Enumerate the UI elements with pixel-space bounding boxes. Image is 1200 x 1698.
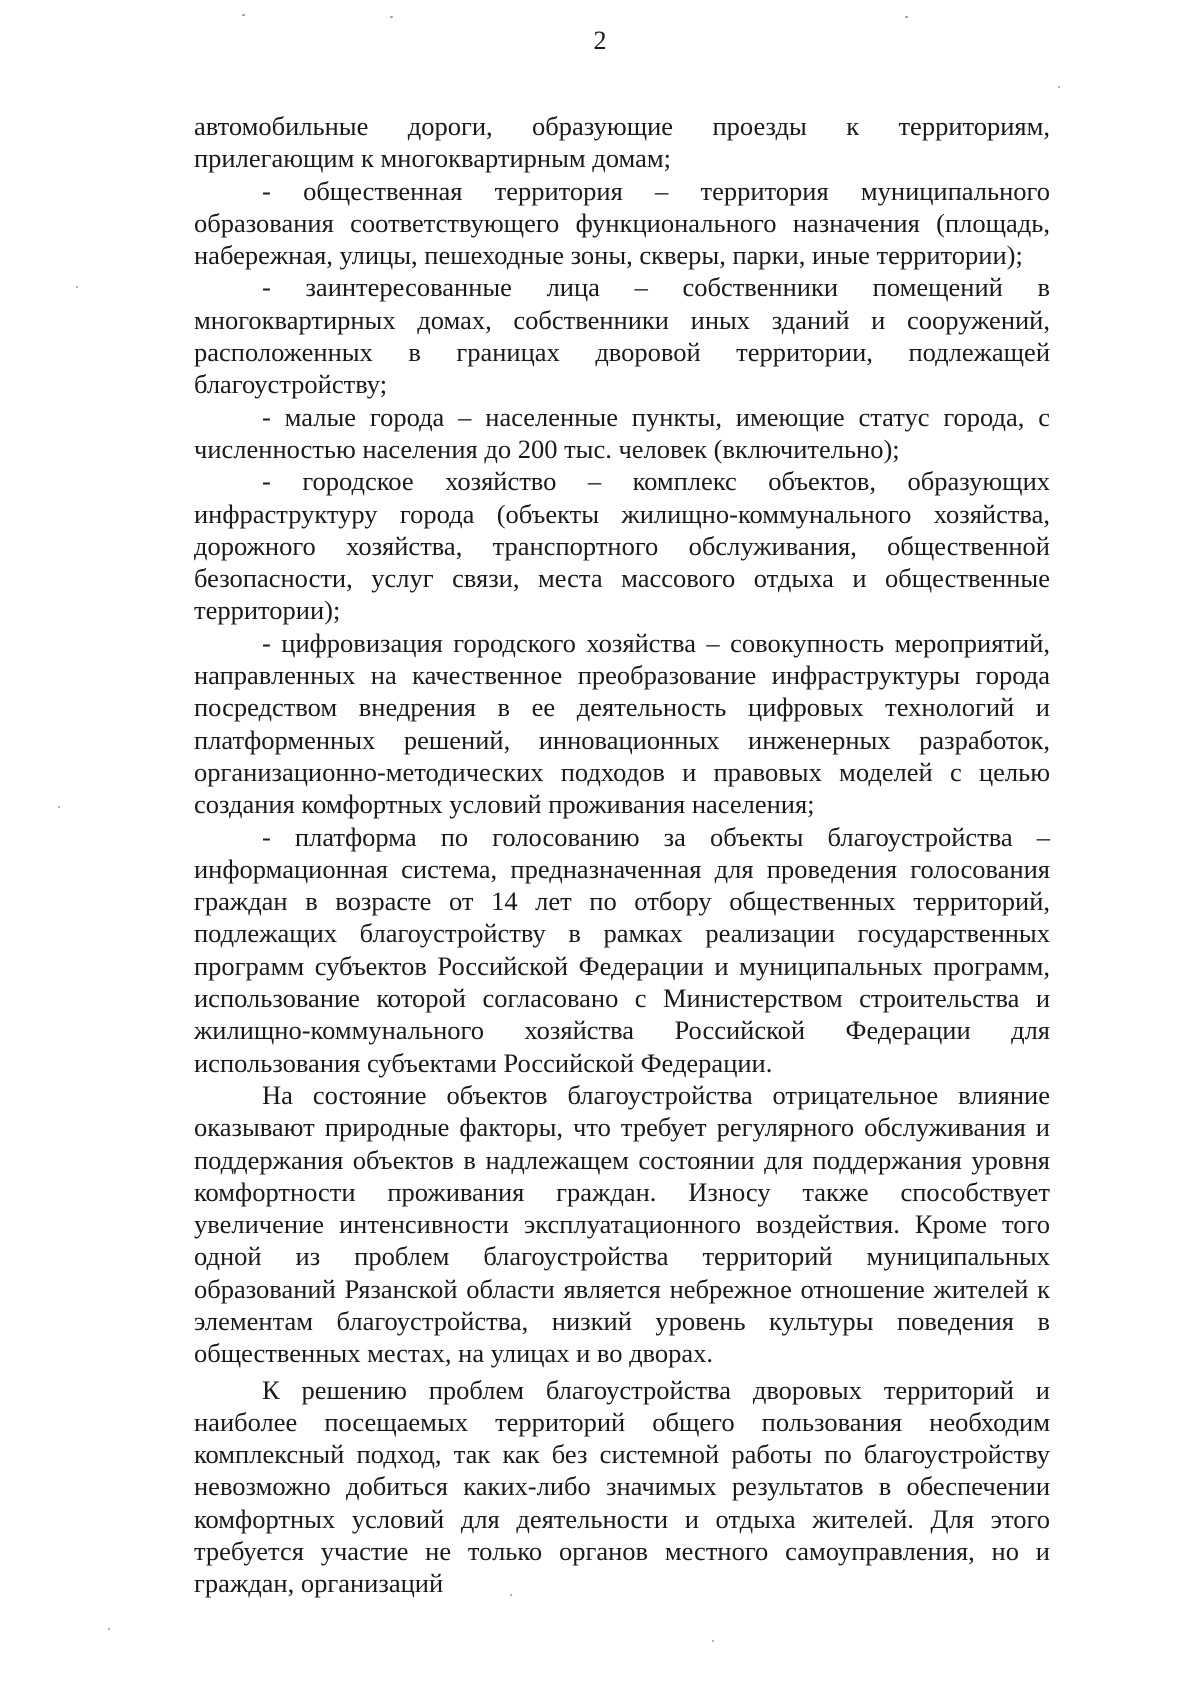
- paragraph-continuation: автомобильные дороги, образующие проезды к территориям, прилегающим к многоквартирным домам;: [194, 111, 1050, 174]
- scan-speck: [76, 286, 78, 288]
- definition-small-towns: - малые города – населенные пункты, имеющие статус города, с численностью населения до 200 тыс. человек (включительно);: [194, 401, 1050, 464]
- scan-speck: [242, 14, 245, 16]
- scan-speck: [58, 806, 60, 808]
- scan-speck: [905, 16, 908, 18]
- scan-speck: [712, 1640, 714, 1642]
- page-number: 2: [593, 26, 607, 55]
- paragraph-natural-factors: На состояние объектов благоустройства отрицательное влияние оказывают природные факторы, что требует регулярного обслуживания и поддержания объектов в надлежащем состоянии для поддержания уровня комфортности проживания граждан. Износу также способствует увеличение интенсивности эксплуатационного воздействия. Кроме того одной из проблем благоустройства территорий муниципальных образований Рязанской области является небрежное отношение жителей к элементам благоустройства, низкий уровень культуры поведения в общественных местах, на улицах и во дворах.: [194, 1079, 1050, 1369]
- definition-voting-platform: - платформа по голосованию за объекты благоустройства – информационная система, предназначенная для проведения голосования граждан в возрасте от 14 лет по отбору общественных территорий, подлежащих благоустройству в рамках реализации государственных программ субъектов Российской Федерации и муниципальных программ, использование которой согласовано с Министерством строительства и жилищно-коммунального хозяйства Российской Федерации для использования субъектами Российской Федерации.: [194, 821, 1050, 1078]
- definition-urban-economy: - городское хозяйство – комплекс объектов, образующих инфраструктуру города (объекты жилищно-коммунального хозяйства, дорожного хозяйства, транспортного обслуживания, общественной безопасности, услуг связи, места массового отдыха и общественные территории);: [194, 466, 1050, 626]
- scan-speck: [390, 16, 393, 18]
- document-body: [194, 110, 1050, 1600]
- scan-speck: [108, 1628, 110, 1630]
- scan-speck: [1058, 86, 1060, 88]
- scan-speck: [510, 1594, 512, 1596]
- paragraph-integrated-approach: К решению проблем благоустройства дворовых территорий и наиболее посещаемых территорий общего пользования необходим комплексный подход, так как без системной работы по благоустройству невозможно добиться каких-либо значимых результатов в обеспечении комфортных условий для деятельности и отдыха жителей. Для этого требуется участие не только органов местного самоуправления, но и граждан, организаций: [194, 1374, 1050, 1599]
- definition-digitalization: - цифровизация городского хозяйства – совокупность мероприятий, направленных на качественное преобразование инфраструктуры города посредством внедрения в ее деятельность цифровых технологий и платформенных решений, инновационных инженерных разработок, организационно-методических подходов и правовых моделей с целью создания комфортных условий проживания населения;: [194, 627, 1050, 820]
- definition-interested-persons: - заинтересованные лица – собственники помещений в многоквартирных домах, собственники иных зданий и сооружений, расположенных в границах дворовой территории, подлежащей благоустройству;: [194, 272, 1050, 400]
- definition-public-territory: - общественная территория – территория муниципального образования соответствующего функционального назначения (площадь, набережная, улицы, пешеходные зоны, скверы, парки, иные территории);: [194, 175, 1050, 271]
